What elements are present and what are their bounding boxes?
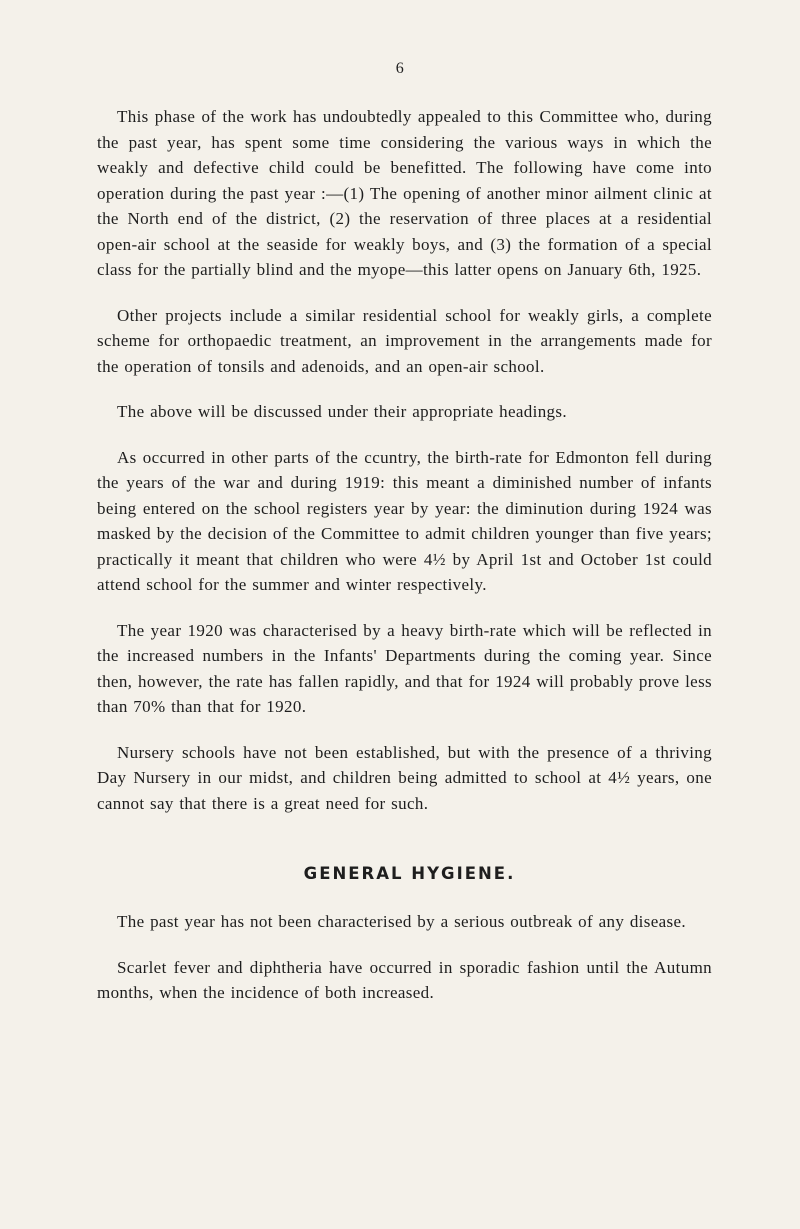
paragraph-nursery-schools: Nursery schools have not been established, but with the presence of a thriving Day Nursery in our midst, and children being admitted to school at 4½ years, one cannot say that there is a great need for such. <box>97 742 712 813</box>
body-text <box>97 104 712 1026</box>
section-heading-general-hygiene: GENERAL HYGIENE. <box>303 864 516 883</box>
paragraph-no-serious-outbreak: The past year has not been characterised by a serious outbreak of any disease. <box>117 912 686 931</box>
paragraph-scarlet-fever: Scarlet fever and diphtheria have occurred in sporadic fashion until the Autumn months, when the incidence of both increased. <box>97 957 712 1002</box>
page-number: 6 <box>395 60 405 77</box>
paragraph-other-projects: Other projects include a similar residential school for weakly girls, a complete scheme for orthopaedic treatment, an improvement in the arrangements made for the operation of tonsils and adenoids, and an open-air school. <box>97 305 712 376</box>
paragraph-discussed-under-headings: The above will be discussed under their appropriate headings. <box>117 402 567 421</box>
paragraph-birth-rate: As occurred in other parts of the ccuntry, the birth-rate for Edmonton fell during the years of the war and during 1919: this meant a diminished number of infants being entered on the school registers year by year: the diminution during 1924 was masked by the decision of the Committee to admit children younger than five years; practically it meant that children who were 4½ by April 1st and October 1st could attend school for the summer and winter respectively. <box>97 447 712 594</box>
paragraph-year-1920: The year 1920 was characterised by a heavy birth-rate which will be reflected in the increased numbers in the Infants' Departments during the coming year. Since then, however, the rate has fallen rapidly, and that for 1924 will probably prove less than 70% than that for 1920. <box>97 620 712 716</box>
paragraph-committee-work: This phase of the work has undoubtedly appealed to this Committee who, during the past year, has spent some time considering the various ways in which the weakly and defective child could be benefitted. The following have come into operation during the past year :—(1) The opening of another minor ailment clinic at the North end of the district, (2) the reservation of three places at a residential open-air school at the seaside for weakly boys, and (3) the formation of a special class for the partially blind and the myope—this latter opens on January 6th, 1925. <box>97 107 712 279</box>
